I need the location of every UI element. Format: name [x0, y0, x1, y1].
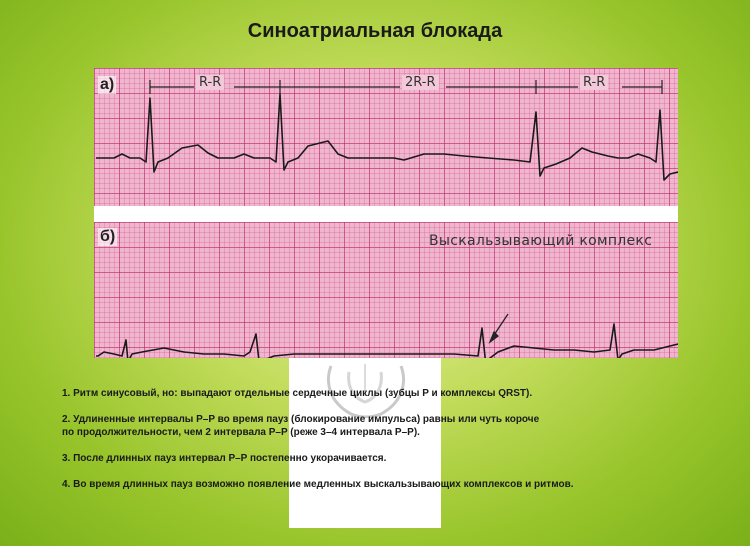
ecg-strip-b: [94, 222, 678, 358]
escape-complex-label: Выскальзывающий комплекс: [429, 233, 653, 249]
strip-a-label: а): [100, 76, 115, 93]
strip-b-label: б): [100, 228, 116, 245]
interval-label-rr-2: R-R: [580, 75, 608, 90]
notes-list: [62, 387, 702, 504]
note-item-1: 1. Ритм синусовый, но: выпадают отдельные сердечные циклы (зубцы P и комплексы QRST).: [62, 388, 533, 399]
strip-separator: [94, 206, 678, 222]
slide-title: Синоатриальная блокада: [247, 20, 503, 42]
note-item-3: 3. После длинных пауз интервал P–P постепенно укорачивается.: [62, 453, 387, 464]
note-item-2: 2. Удлиненные интервалы P–P во время пауз (блокирование импульса) равны или чуть короче по продолжительности, чем 2 интервала P–P (реже 3–4 интервала P–P).: [62, 414, 540, 438]
interval-label-rr-1: R-R: [196, 75, 224, 90]
ecg-figure: [94, 68, 678, 358]
note-item-4: 4. Во время длинных пауз возможно появление медленных выскальзывающих комплексов и ритмов.: [62, 479, 574, 490]
ecg-strip-a: [94, 68, 678, 206]
interval-label-2rr: 2R-R: [402, 75, 439, 90]
